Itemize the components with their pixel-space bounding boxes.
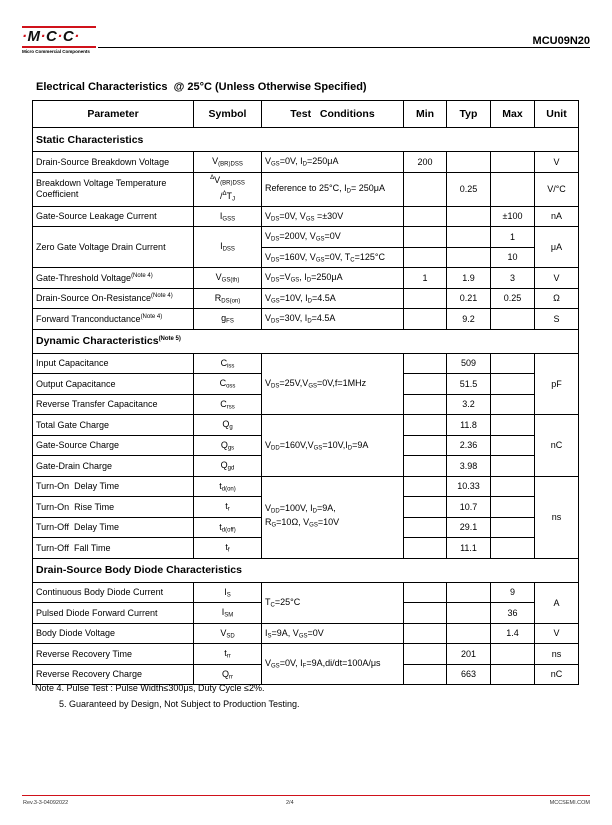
max-cell <box>491 476 535 497</box>
table-row <box>33 582 579 603</box>
symbol-cell: $^\Delta V_{(BR)DSS}$ $/^\Delta T_J$ <box>194 172 262 206</box>
typ-cell: 3.98 <box>447 456 491 477</box>
note-ref: (Note 4) <box>131 272 153 279</box>
electrical-characteristics-table <box>32 100 579 685</box>
param-cell: Reverse Recovery Charge <box>33 664 194 685</box>
symbol-cell: $C_{iss}$ <box>194 353 262 374</box>
param-cell: Breakdown Voltage Temperature Coefficient <box>33 172 194 206</box>
max-cell <box>491 374 535 395</box>
min-cell <box>404 603 447 624</box>
max-cell <box>491 309 535 330</box>
unit-cell: nC <box>535 664 579 685</box>
typ-cell: 10.7 <box>447 497 491 518</box>
symbol-cell: $t_f$ <box>194 538 262 559</box>
footer-website[interactable]: MCCSEMI.COM <box>549 800 590 806</box>
max-cell: 36 <box>491 603 535 624</box>
mcc-logo <box>22 26 96 54</box>
conditions-cell: $V_{DD}=160V,V_{GS}=10V,I_D=9A$ <box>262 415 404 477</box>
typ-cell: 509 <box>447 353 491 374</box>
unit-cell: A <box>535 582 579 623</box>
unit-cell: ns <box>535 644 579 665</box>
param-cell: Turn-On Rise Time <box>33 497 194 518</box>
param-text: Drain-Source On-Resistance <box>36 293 152 304</box>
symbol-cell: $t_{d(off)}$ <box>194 517 262 538</box>
param-cell: Body Diode Voltage <box>33 623 194 644</box>
header-divider <box>98 47 590 48</box>
min-cell <box>404 288 447 309</box>
min-cell <box>404 456 447 477</box>
min-cell <box>404 394 447 415</box>
param-cell: Gate-Drain Charge <box>33 456 194 477</box>
min-cell <box>404 497 447 518</box>
notes <box>35 681 299 712</box>
section-row-dynamic <box>33 329 579 353</box>
symbol-cell: $V_{GS(th)}$ <box>194 268 262 289</box>
max-cell: ±100 <box>491 206 535 227</box>
typ-cell <box>447 227 491 248</box>
logo-mark: ·M·C·C· <box>22 28 80 45</box>
max-cell <box>491 394 535 415</box>
typ-cell: 9.2 <box>447 309 491 330</box>
unit-cell: V <box>535 623 579 644</box>
conditions-cell: $V_{DS}=0V$, $V_{GS} =\pm 30V$ <box>262 206 404 227</box>
typ-cell <box>447 206 491 227</box>
param-cell: Output Capacitance <box>33 374 194 395</box>
conditions-cell: $V_{DD}=100V$, $I_D=9A$, $R_G=10\Omega$, $V_{GS}=10V$ <box>262 476 404 558</box>
symbol-cell: $g_{FS}$ <box>194 309 262 330</box>
table-row <box>33 353 579 374</box>
max-cell <box>491 152 535 173</box>
table-row <box>33 309 579 330</box>
part-number: MCU09N20 <box>532 35 590 47</box>
typ-cell: 29.1 <box>447 517 491 538</box>
min-cell <box>404 435 447 456</box>
conditions-cell: $V_{DS}=200V$, $V_{GS}=0V$ <box>262 227 404 248</box>
min-cell <box>404 353 447 374</box>
symbol-cell: $Q_{rr}$ <box>194 664 262 685</box>
param-cell: Input Capacitance <box>33 353 194 374</box>
unit-cell: pF <box>535 353 579 415</box>
section-title-text: Dynamic Characteristics <box>36 335 159 347</box>
symbol-cell: $I_S$ <box>194 582 262 603</box>
typ-cell <box>447 247 491 268</box>
table-row <box>33 644 579 665</box>
unit-cell: ns <box>535 476 579 558</box>
footer-page-number: 2/4 <box>286 800 294 806</box>
max-cell: 10 <box>491 247 535 268</box>
table-row <box>33 288 579 309</box>
note-ref: (Note 4) <box>151 293 173 300</box>
min-cell <box>404 374 447 395</box>
symbol-cell: $t_{d(on)}$ <box>194 476 262 497</box>
param-cell: Zero Gate Voltage Drain Current <box>33 227 194 268</box>
min-cell <box>404 206 447 227</box>
conditions-cell: $V_{DS}=V_{GS}$, $I_D=250\mu A$ <box>262 268 404 289</box>
typ-cell <box>447 603 491 624</box>
conditions-cell: Reference to 25°C, $I_D= 250\mu A$ <box>262 172 404 206</box>
max-cell: 9 <box>491 582 535 603</box>
footer-divider <box>22 795 590 796</box>
param-text: Gate-Threshold Voltage <box>36 272 132 283</box>
logo-subtitle: Micro Commercial Components <box>22 49 90 54</box>
logo-bottom-bar <box>22 46 96 48</box>
table-row <box>33 152 579 173</box>
symbol-cell: $I_{GSS}$ <box>194 206 262 227</box>
table-row <box>33 268 579 289</box>
symbol-cell: $C_{oss}$ <box>194 374 262 395</box>
symbol-cell: $t_r$ <box>194 497 262 518</box>
param-text: Forward Tranconductance <box>36 313 141 324</box>
table-row <box>33 476 579 497</box>
section-title-body-diode: Drain-Source Body Diode Characteristics <box>33 558 579 582</box>
unit-cell: nC <box>535 415 579 477</box>
min-cell <box>404 172 447 206</box>
typ-cell: 3.2 <box>447 394 491 415</box>
min-cell <box>404 476 447 497</box>
min-cell <box>404 623 447 644</box>
conditions-cell: $V_{GS}=10V$, $I_D=4.5A$ <box>262 288 404 309</box>
max-cell: 3 <box>491 268 535 289</box>
col-header-unit: Unit <box>535 101 579 128</box>
section-title-static: Static Characteristics <box>33 128 579 152</box>
typ-cell: 2.36 <box>447 435 491 456</box>
typ-cell: 0.25 <box>447 172 491 206</box>
min-cell: 1 <box>404 268 447 289</box>
typ-cell <box>447 623 491 644</box>
conditions-cell: $V_{DS}=160V$, $V_{GS}=0V$, $T_C=125^\circ C$ <box>262 247 404 268</box>
table-row <box>33 206 579 227</box>
page-title: Electrical Characteristics @ 25°C (Unless Otherwise Specified) <box>36 81 367 93</box>
note-5: 5. Guaranteed by Design, Not Subject to Production Testing. <box>59 698 300 709</box>
col-header-max: Max <box>491 101 535 128</box>
note-ref: (Note 5) <box>158 336 181 342</box>
unit-cell: V/°C <box>535 172 579 206</box>
table-row <box>33 623 579 644</box>
param-cell: Drain-Source Breakdown Voltage <box>33 152 194 173</box>
max-cell: 1 <box>491 227 535 248</box>
symbol-cell: $I_{DSS}$ <box>194 227 262 268</box>
min-cell <box>404 309 447 330</box>
typ-cell: 1.9 <box>447 268 491 289</box>
param-cell: Gate-Source Leakage Current <box>33 206 194 227</box>
max-cell <box>491 664 535 685</box>
section-row-body-diode <box>33 558 579 582</box>
min-cell: 200 <box>404 152 447 173</box>
symbol-cell: $C_{rss}$ <box>194 394 262 415</box>
typ-cell: 0.21 <box>447 288 491 309</box>
unit-cell: nA <box>535 206 579 227</box>
col-header-parameter: Parameter <box>33 101 194 128</box>
min-cell <box>404 538 447 559</box>
section-row-static <box>33 128 579 152</box>
min-cell <box>404 517 447 538</box>
max-cell <box>491 497 535 518</box>
typ-cell: 51.5 <box>447 374 491 395</box>
typ-cell: 663 <box>447 664 491 685</box>
min-cell <box>404 582 447 603</box>
param-cell: Reverse Transfer Capacitance <box>33 394 194 415</box>
max-cell <box>491 172 535 206</box>
min-cell <box>404 247 447 268</box>
conditions-cell: $V_{DS}=30V$, $I_D=4.5A$ <box>262 309 404 330</box>
section-title-dynamic <box>33 329 579 353</box>
col-header-min: Min <box>404 101 447 128</box>
param-cell: Gate-Source Charge <box>33 435 194 456</box>
note-ref: (Note 4) <box>140 313 163 320</box>
unit-cell: V <box>535 152 579 173</box>
conditions-cell: $I_S=9A$, $V_{GS}=0V$ <box>262 623 404 644</box>
unit-cell: μA <box>535 227 579 268</box>
symbol-cell: $V_{(BR)DSS}$ <box>194 152 262 173</box>
max-cell <box>491 456 535 477</box>
min-cell <box>404 644 447 665</box>
param-cell: Turn-On Delay Time <box>33 476 194 497</box>
typ-cell <box>447 582 491 603</box>
param-cell: Continuous Body Diode Current <box>33 582 194 603</box>
symbol-cell: $V_{SD}$ <box>194 623 262 644</box>
param-cell: Total Gate Charge <box>33 415 194 436</box>
note-4: Note 4. Pulse Test : Pulse Width≤300μs, Duty Cycle ≤2%. <box>35 683 265 693</box>
table-header-row <box>33 101 579 128</box>
symbol-cell: $t_{rr}$ <box>194 644 262 665</box>
footer-revision: Rev.3-3-04092022 <box>23 800 69 806</box>
min-cell <box>404 664 447 685</box>
typ-cell: 201 <box>447 644 491 665</box>
conditions-cell: $T_C=25^\circ C$ <box>262 582 404 623</box>
conditions-cell: $V_{GS}=0V$, $I_D=250\mu A$ <box>262 152 404 173</box>
typ-cell: 11.8 <box>447 415 491 436</box>
conditions-cell: $V_{DS}=25V,V_{GS}=0V,f=1MHz$ <box>262 353 404 415</box>
max-cell <box>491 435 535 456</box>
symbol-cell: $R_{DS(on)}$ <box>194 288 262 309</box>
col-header-symbol: Symbol <box>194 101 262 128</box>
conditions-cell: $V_{GS}=0V$, $I_F=9A,di/dt=100A/\mu s$ <box>262 644 404 685</box>
param-cell <box>33 288 194 309</box>
param-cell <box>33 309 194 330</box>
param-cell: Turn-Off Delay Time <box>33 517 194 538</box>
symbol-cell: $I_{SM}$ <box>194 603 262 624</box>
table-row <box>33 415 579 436</box>
min-cell <box>404 227 447 248</box>
table-row <box>33 227 579 248</box>
max-cell <box>491 538 535 559</box>
col-header-typ: Typ <box>447 101 491 128</box>
max-cell <box>491 353 535 374</box>
unit-cell: S <box>535 309 579 330</box>
param-cell: Pulsed Diode Forward Current <box>33 603 194 624</box>
symbol-cell: $Q_g$ <box>194 415 262 436</box>
symbol-cell: $Q_{gd}$ <box>194 456 262 477</box>
max-cell: 0.25 <box>491 288 535 309</box>
param-cell: Reverse Recovery Time <box>33 644 194 665</box>
param-cell: Turn-Off Fall Time <box>33 538 194 559</box>
param-cell <box>33 268 194 289</box>
max-cell <box>491 415 535 436</box>
typ-cell <box>447 152 491 173</box>
unit-cell: V <box>535 268 579 289</box>
unit-cell: Ω <box>535 288 579 309</box>
typ-cell: 10.33 <box>447 476 491 497</box>
table-row <box>33 172 579 206</box>
min-cell <box>404 415 447 436</box>
max-cell <box>491 517 535 538</box>
max-cell <box>491 644 535 665</box>
typ-cell: 11.1 <box>447 538 491 559</box>
max-cell: 1.4 <box>491 623 535 644</box>
col-header-test-conditions: Test Conditions <box>262 101 404 128</box>
symbol-cell: $Q_{gs}$ <box>194 435 262 456</box>
